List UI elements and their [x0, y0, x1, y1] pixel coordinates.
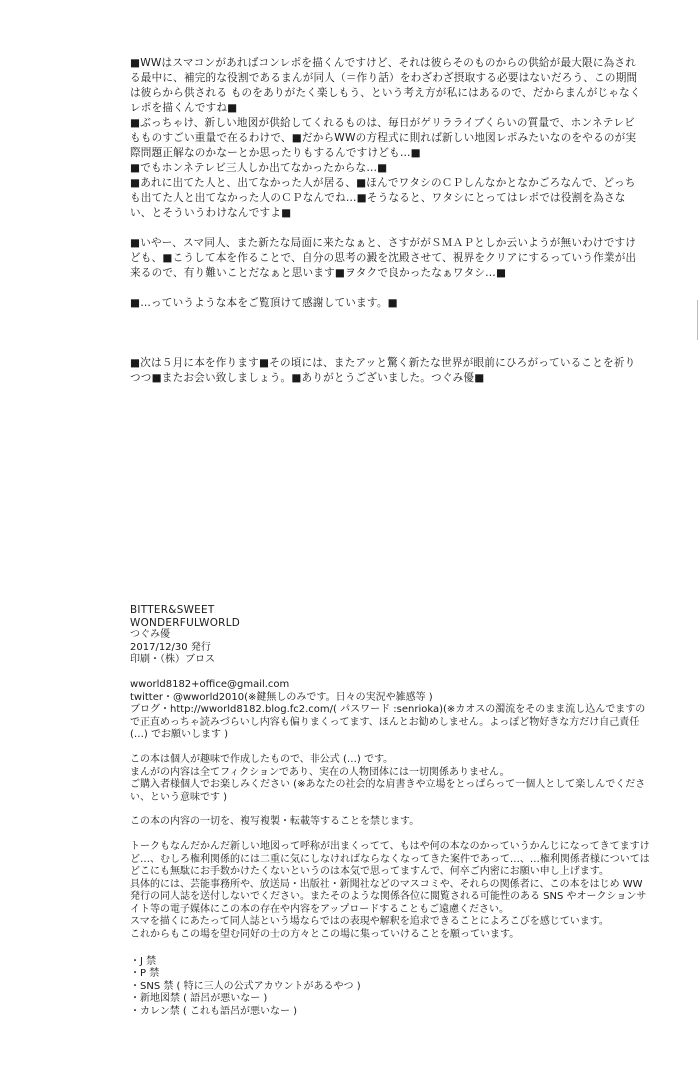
afterword-paragraph: ■WWはスマコンがあればコンレポを描くんですけど、それは彼らそのものからの供給が最大限に為される最中に、補完的な役割であるまんが同人（＝作り話）をわざわざ摂取する必要はないだろう、この期間は彼らから供される ものをありがたく楽しもう、という考え方が私にはあるので、だからまんがじゃなくレポを描くんですね■: [130, 57, 641, 114]
colophon-spacer: [130, 804, 650, 816]
book-title-line-1: BITTER&SWEET: [130, 604, 215, 616]
blog-info: ブログ・http://wworld8182.blog.fc2.com/( パスワード :senrioka)(※カオスの濁流をそのまま流し込んでますので正直めっちゃ読みづらいし内容も偏りまくってます、ほんとお勧めしません。よっぽど物好きな方だけ自己責任 (…) でお願いします ): [130, 704, 646, 741]
contact-email: wworld8182+office@gmail.com: [130, 678, 290, 690]
unofficial-notice: この本は個人が趣味で作成したもので、非公式 (…) です。: [130, 753, 394, 765]
request-paragraph: 具体的には、芸能事務所や、放送局・出版社・新聞社などのマスコミや、それらの関係者に、この本をはじめ WW 発行の同人誌を送付しないでください。またそのような関係各位に閲覧される可能性のある SNS やオークションサイト等の電子媒体にこの本の存在や内容をアップロードすることもご遠慮ください。: [130, 878, 647, 915]
afterword-paragraph: ■ぶっちゃけ、新しい地図が供給してくれるものは、毎日がゲリラライブくらいの質量で、ホンネテレビもものすごい重量で在るわけで、■だからWWの方程式に則れば新しい地図レポみたいなのをやるのが実際問題正解なのかなーとか思ったりもするんですけども…■: [130, 117, 637, 159]
request-paragraph: スマを描くにあたって同人誌という場ならではの表現や解釈を追求できることによろこびを感じています。: [130, 916, 609, 928]
afterword-paragraph: ■…っていうような本をご覧頂けて感謝しています。■: [130, 297, 398, 309]
author-name: つぐみ優: [130, 629, 170, 641]
ban-list-item: ・カレン禁 ( これも語呂が悪いなー ): [130, 1006, 298, 1018]
printer-name: 印刷・（株）ブロス: [130, 654, 215, 666]
paragraph-spacer: [130, 311, 642, 356]
book-title-line-2: WONDERFULWORLD: [130, 616, 241, 629]
request-paragraph: トークもなんだかんだ新しい地図って呼称が出まくってて、もはや何の本なのかっていうかんじになってきてますけど…、むしろ権利関係的には二重に気にしなければならなくなってきた案件であって…、…権利関係者様についてはどこにも無駄にお手数かけたくないというのは本気で思ってますんで、何卒ご内密にお願い申し上げます。: [130, 840, 650, 878]
ban-list-item: ・新地図禁 ( 語呂が悪いなー ): [130, 993, 268, 1005]
copy-prohibition-notice: この本の内容の一切を、複写複製・転載等することを禁じます。: [130, 816, 420, 828]
personal-use-notice: ご購入者様個人でお楽しみください (※あなたの社会的な肩書きや立場をとっぱらって一個人として楽しんでください、という意味です ): [130, 779, 646, 803]
paragraph-spacer: [130, 221, 642, 236]
ban-list-item: ・J 禁: [130, 955, 157, 967]
colophon-spacer: [130, 829, 650, 841]
ban-list-item: ・SNS 禁 ( 特に三人の公式アカウントがあるやつ ): [130, 980, 361, 992]
afterword-closing: ■次は５月に本を作ります■その頃には、またアッと驚く新たな世界が眼前にひろがっていることを祈りつつ■またお会い致しましょう。■ありがとうございました。つぐみ優■: [130, 357, 636, 384]
paragraph-spacer: [130, 281, 642, 296]
afterword-paragraph: ■でもホンネテレビ三人しか出てなかったからな…■: [130, 162, 388, 174]
afterword-paragraph: ■いやー、スマ同人、また新たな局面に来たなぁと、さすががＳＭＡＰとしか云いようが無いわけですけども、■こうして本を作ることで、自分の思考の澱を沈殿させて、視界をクリアにするっていう作業が出来るので、有り難いことだなぁと思います■ヲタクで良かったなぁワタシ…■: [130, 237, 637, 279]
colophon-spacer: [130, 742, 650, 754]
colophon-spacer: [130, 942, 650, 956]
page-edge-mark: [697, 300, 698, 340]
fiction-notice: まんがの内容は全てフィクションであり、実在の人物団体には一切関係ありません。: [130, 766, 510, 778]
colophon-spacer: [130, 667, 650, 679]
afterword-paragraph: ■あれに出てた人と、出てなかった人が居る、■ほんでワタシのＣＰしんなかとなかごろなんで、どっちも出てた人と出てなかった人のＣＰなんでね…■そうなると、ワタシにとってはレポでは役割を為さない、とそういうわけなんですよ■: [130, 177, 636, 219]
request-paragraph: これからもこの場を望む同好の士の方々とこの場に集っていけることを願っています。: [130, 929, 520, 941]
afterword-section: [130, 56, 642, 386]
colophon-section: [130, 604, 650, 1019]
ban-list-item: ・P 禁: [130, 968, 160, 980]
twitter-handle: twitter・@wworld2010(※鍵無しのみです。日々の実況や雑感等 ): [130, 691, 433, 703]
publish-date: 2017/12/30 発行: [130, 641, 211, 653]
